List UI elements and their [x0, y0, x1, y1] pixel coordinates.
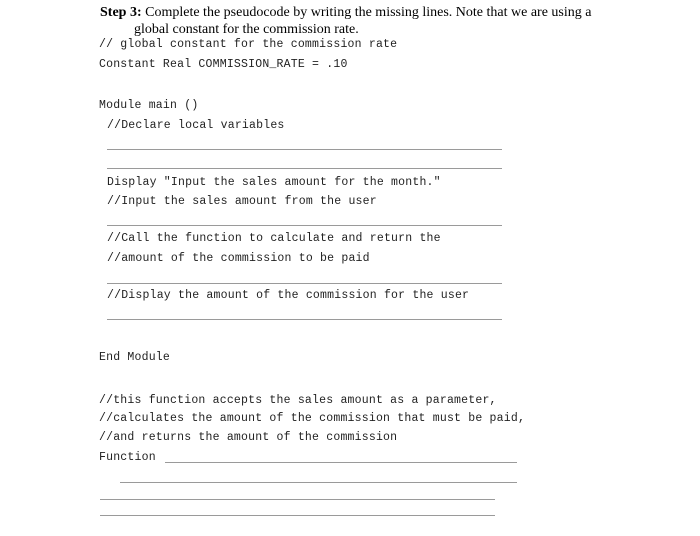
blank-line-input[interactable] [107, 225, 502, 226]
comment-call-function-2: //amount of the commission to be paid [107, 252, 370, 265]
constant-declaration: Constant Real COMMISSION_RATE = .10 [99, 58, 348, 71]
comment-declare-locals: //Declare local variables [107, 119, 285, 132]
comment-call-function-1: //Call the function to calculate and return the [107, 232, 441, 245]
step-label: Step 3: [100, 5, 142, 20]
comment-function-1: //this function accepts the sales amount as a parameter, [99, 394, 497, 407]
comment-function-2: //calculates the amount of the commission that must be paid, [99, 412, 526, 425]
function-keyword: Function [99, 451, 156, 464]
blank-line-call[interactable] [107, 283, 502, 284]
blank-line-declare-2[interactable] [107, 168, 502, 169]
blank-line-function-body-2[interactable] [100, 499, 495, 500]
blank-line-function-header[interactable] [165, 462, 517, 463]
blank-line-display[interactable] [107, 319, 502, 320]
comment-global-constant: // global constant for the commission rate [99, 38, 398, 51]
comment-display-commission: //Display the amount of the commission for the user [107, 289, 470, 302]
blank-line-function-body-1[interactable] [120, 482, 517, 483]
blank-line-declare-1[interactable] [107, 149, 502, 150]
comment-function-3: //and returns the amount of the commission [99, 431, 398, 444]
instruction-line-1: Complete the pseudocode by writing the missing lines. Note that we are using a [145, 5, 592, 20]
display-input-prompt: Display "Input the sales amount for the month." [107, 176, 441, 189]
end-module: End Module [99, 351, 171, 364]
step-instruction [100, 5, 680, 21]
blank-line-function-body-3[interactable] [100, 515, 495, 516]
module-main-header: Module main () [99, 99, 199, 112]
instruction-line-2: global constant for the commission rate. [134, 22, 359, 37]
comment-input-sales: //Input the sales amount from the user [107, 195, 377, 208]
